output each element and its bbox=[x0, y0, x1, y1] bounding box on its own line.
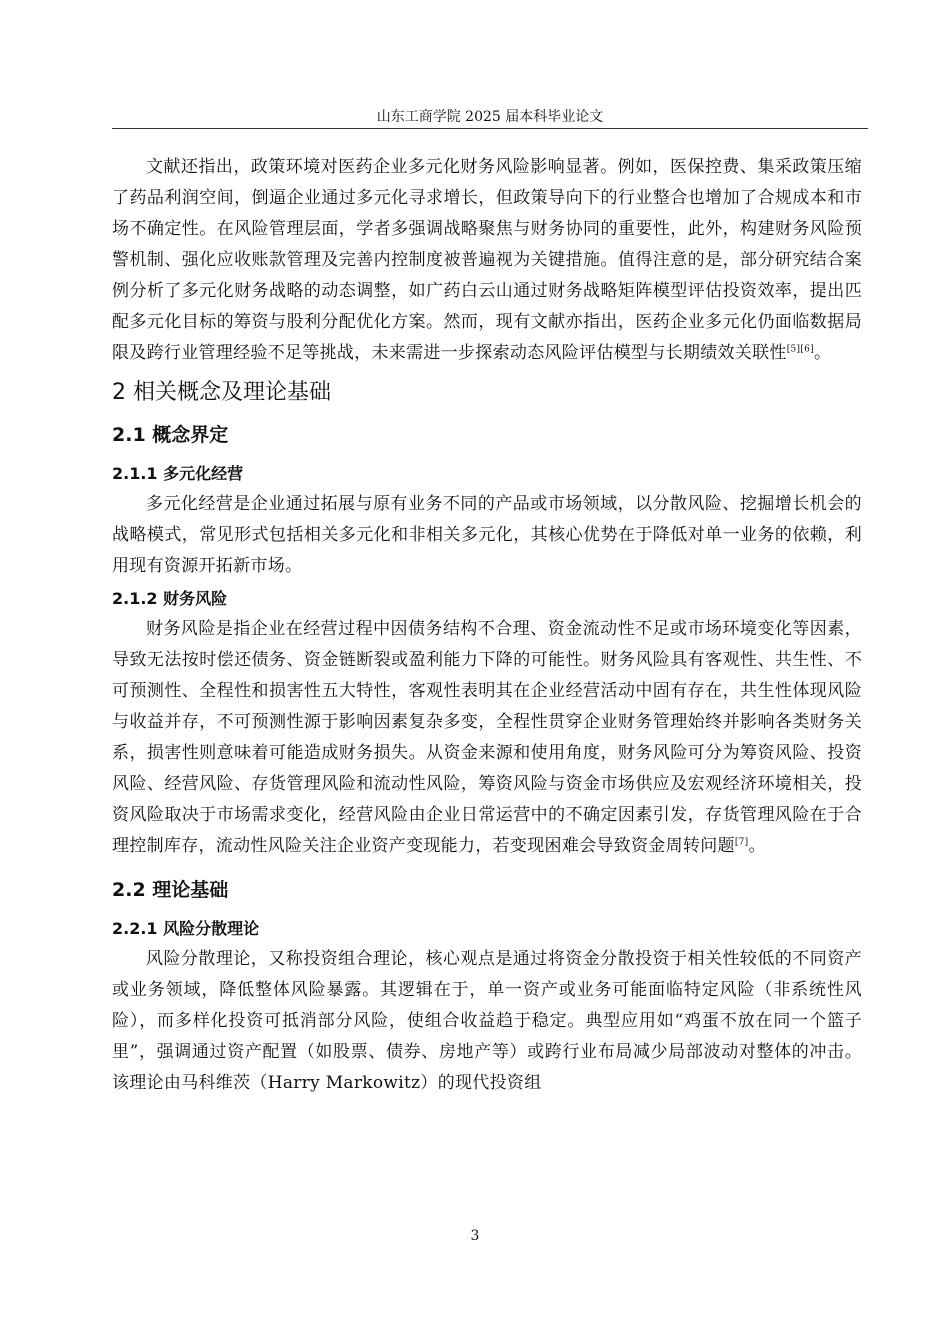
document-body bbox=[112, 152, 862, 1099]
chapter-heading: 2 相关概念及理论基础 bbox=[112, 380, 331, 405]
paragraph-end: 。 bbox=[748, 836, 766, 856]
subsection-heading-financial-risk: 2.1.2 财务风险 bbox=[112, 589, 228, 608]
paragraph-literature-summary bbox=[112, 152, 862, 369]
subsection-heading-diversification: 2.1.1 多元化经营 bbox=[112, 464, 244, 483]
paragraph-financial-risk bbox=[112, 614, 862, 862]
section-heading-concepts: 2.1 概念界定 bbox=[112, 424, 229, 446]
citation-ref: [5][6] bbox=[786, 344, 815, 355]
page-header: 山东工商学院 2025 届本科毕业论文 bbox=[376, 109, 604, 125]
page-number: 3 bbox=[470, 1228, 480, 1244]
paragraph-text: 文献还指出，政策环境对医药企业多元化财务风险影响显著。例如，医保控费、集采政策压缩了药品利润空间，倒逼企业通过多元化寻求增长，但政策导向下的行业整合也增加了合规成本和市场不确定性。在风险管理层面，学者多强调战略聚焦与财务协同的重要性，此外，构建财务风险预警机制、强化应收账款管理及完善内控制度被普遍视为关键措施。值得注意的是，部分研究结合案例分析了多元化财务战略的动态调整，如广药白云山通过财务战略矩阵模型评估投资效率，提出匹配多元化目标的筹资与股利分配优化方案。然而，现有文献亦指出，医药企业多元化仍面临数据局限及跨行业管理经验不足等挑战，未来需进一步探索动态风险评估模型与长期绩效关联性 bbox=[112, 157, 862, 363]
section-heading-theory: 2.2 理论基础 bbox=[112, 879, 229, 901]
paragraph-diversification: 多元化经营是企业通过拓展与原有业务不同的产品或市场领域，以分散风险、挖掘增长机会的战略模式，常见形式包括相关多元化和非相关多元化，其核心优势在于降低对单一业务的依赖，利用现有资源开拓新市场。 bbox=[112, 494, 862, 576]
subsection-heading-risk-diversification: 2.2.1 风险分散理论 bbox=[112, 919, 260, 938]
citation-ref: [7] bbox=[734, 837, 749, 848]
paragraph-end: 。 bbox=[814, 343, 832, 363]
paragraph-text: 财务风险是指企业在经营过程中因债务结构不合理、资金流动性不足或市场环境变化等因素，导致无法按时偿还债务、资金链断裂或盈利能力下降的可能性。财务风险具有客观性、共生性、不可预测性、全程性和损害性五大特性，客观性表明其在企业经营活动中固有存在，共生性体现风险与收益并存，不可预测性源于影响因素复杂多变，全程性贯穿企业财务管理始终并影响各类财务关系，损害性则意味着可能造成财务损失。从资金来源和使用角度，财务风险可分为筹资风险、投资风险、经营风险、存货管理风险和流动性风险，筹资风险与资金市场供应及宏观经济环境相关，投资风险取决于市场需求变化，经营风险由企业日常运营中的不确定因素引发，存货管理风险在于合理控制库存，流动性风险关注企业资产变现能力，若变现困难会导致资金周转问题 bbox=[112, 619, 862, 856]
paragraph-risk-diversification: 风险分散理论，又称投资组合理论，核心观点是通过将资金分散投资于相关性较低的不同资产或业务领域，降低整体风险暴露。其逻辑在于，单一资产或业务可能面临特定风险（非系统性风险），而多样化投资可抵消部分风险，使组合收益趋于稳定。典型应用如“鸡蛋不放在同一个篮子里”，强调通过资产配置（如股票、债券、房地产等）或跨行业布局减少局部波动对整体的冲击。该理论由马科维茨（Harry Markowitz）的现代投资组 bbox=[112, 949, 862, 1093]
header-divider bbox=[112, 128, 868, 129]
